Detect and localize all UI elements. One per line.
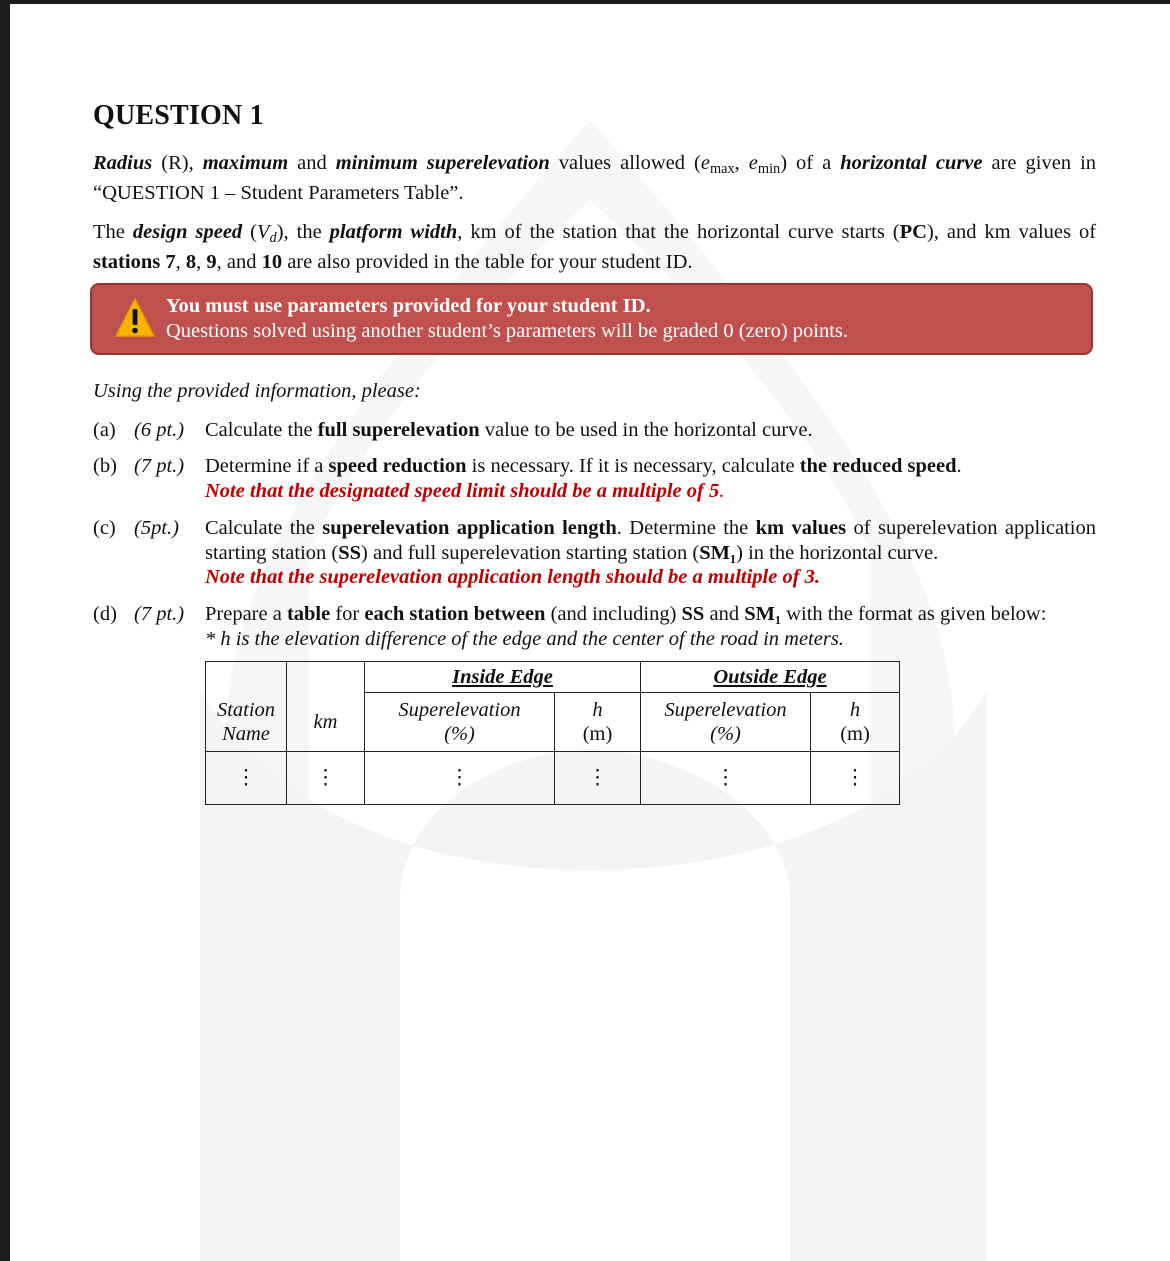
warning-triangle-icon [114, 297, 156, 339]
inside-edge-header: Inside Edge [365, 662, 641, 693]
paragraph-1: Radius (R), maximum and minimum superelevation values allowed ($e_{max}$, $e_{min}$) of a horizontal curve are given in “QUESTION 1 – Student Parameters Table”. [93, 152, 1097, 204]
callout-text: Questions solved using another student’s parameters will be graded 0 (zero) points. [166, 320, 849, 342]
question-title: QUESTION 1 [93, 100, 264, 131]
format-table [205, 661, 900, 805]
window-top-border [0, 0, 1170, 4]
instructions-intro: Using the provided information, please: [93, 380, 421, 402]
table-corner-cell [287, 662, 365, 693]
table-cell-dots: ⋮ [206, 751, 287, 804]
table-cell-dots: ⋮ [365, 751, 555, 804]
station-name-header: Station Name [206, 693, 287, 752]
table-cell-dots: ⋮ [641, 751, 811, 804]
outside-h-header: h (m) [811, 693, 900, 752]
outside-edge-header: Outside Edge [641, 662, 900, 693]
inside-h-header: h (m) [555, 693, 641, 752]
table-cell-dots: ⋮ [811, 751, 900, 804]
window-left-border [0, 0, 10, 1261]
callout-heading: You must use parameters provided for your student ID. [166, 295, 651, 317]
table-corner-cell [206, 662, 287, 693]
table-cell-dots: ⋮ [287, 751, 365, 804]
inside-superelevation-header: Superelevation (%) [365, 693, 555, 752]
outside-superelevation-header: Superelevation (%) [641, 693, 811, 752]
warning-callout [90, 283, 1093, 355]
km-header: km [287, 693, 365, 752]
paragraph-2: The design speed $(V_d)$, the platform width, km of the station that the horizontal curve starts (PC), and km values of stations 7, 8, 9, and 10 are also provided in the table for your student ID. [93, 221, 1097, 273]
table-cell-dots: ⋮ [555, 751, 641, 804]
